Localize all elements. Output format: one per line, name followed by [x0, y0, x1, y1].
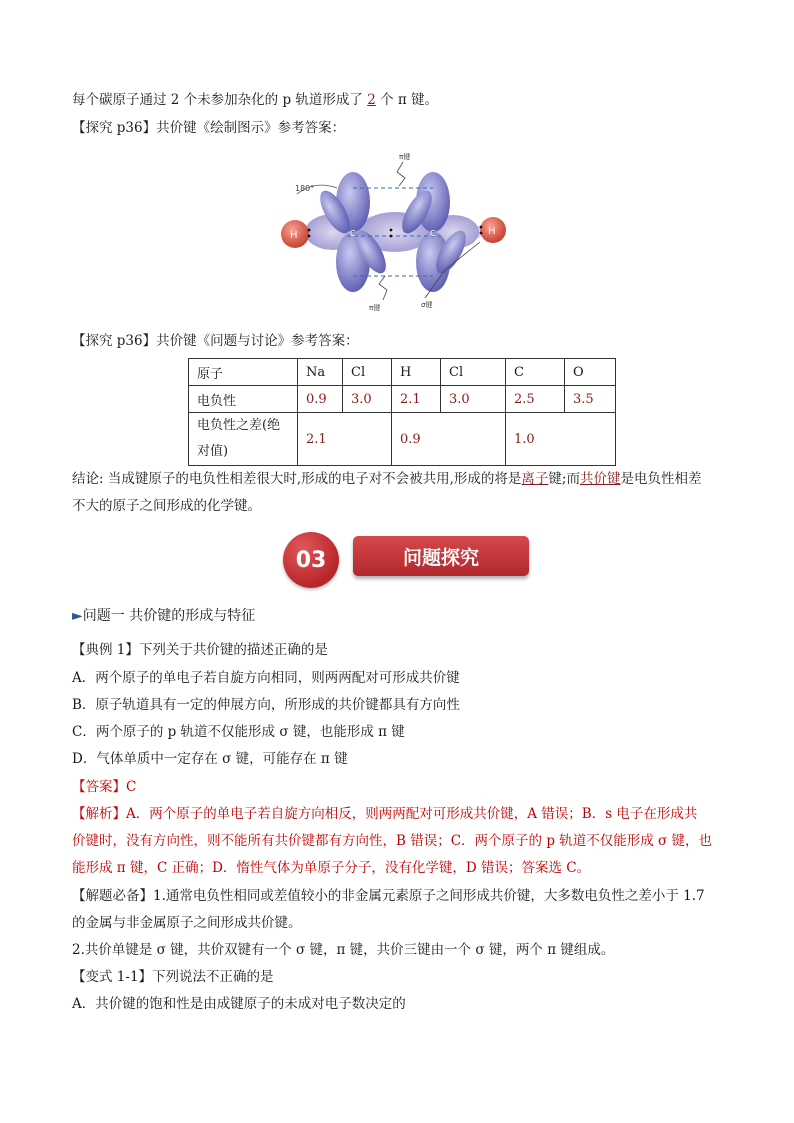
conclusion-line-1: 结论: 当成键原子的电负性相差很大时,形成的电子对不会被共用,形成的将是离子键;而共价键是电负性相差 [72, 471, 702, 487]
table-row: 电负性 0.9 3.0 2.1 3.0 2.5 3.5 [189, 386, 616, 413]
table-row: 原子 Na Cl H Cl C O [189, 359, 616, 386]
essentials-line-2: 的金属与非金属原子之间形成共价键。 [72, 915, 302, 931]
variant-option-a: A．共价键的饱和性是由成键原子的未成对电子数决定的 [72, 996, 406, 1012]
section-banner [283, 530, 533, 586]
option-d: D．气体单质中一定存在 σ 键，可能存在 π 键 [72, 751, 348, 767]
pi-pointer [379, 276, 387, 300]
variant-stem: 【变式 1-1】下列说法不正确的是 [72, 969, 274, 985]
electronegativity-table [188, 358, 616, 466]
pi-label: π键 [369, 304, 381, 312]
option-c: C．两个原子的 p 轨道不仅能形成 σ 键，也能形成 π 键 [72, 724, 405, 740]
conclusion-answer-1: 离子 [521, 471, 549, 487]
angle-label: 180° [295, 184, 315, 193]
triangle-icon: ► [72, 608, 83, 624]
analysis-line-3: 能形成 π 键，C 正确；D．惰性气体为单原子分子，没有化学键，D 错误；答案选 C。 [72, 860, 591, 876]
conclusion-line-2: 不大的原子之间形成的化学键。 [72, 498, 261, 514]
analysis-line-1: 【解析】A．两个原子的单电子若自旋方向相反，则两两配对可形成共价键，A 错误；B．s 电子在形成共 [72, 806, 698, 822]
svg-text:C: C [430, 229, 436, 238]
section-title: 问题探究 [353, 536, 529, 576]
essentials-line-1: 【解题必备】1.通常电负性相同或差值较小的非金属元素原子之间形成共价键，大多数电负性之差小于 1.7 [72, 888, 705, 904]
sigma-label: σ键 [421, 301, 433, 309]
table-row: 电负性之差(绝 对值) 2.1 0.9 1.0 [189, 413, 616, 466]
example-stem: 【典例 1】下列关于共价键的描述正确的是 [72, 642, 328, 658]
svg-text:H: H [488, 226, 496, 237]
pi-label: π键 [399, 153, 411, 161]
conclusion-answer-2: 共价键 [579, 471, 621, 487]
intro-line: 每个碳原子通过 2 个未参加杂化的 p 轨道形成了 2 个 π 键。 [72, 92, 439, 108]
analysis-line-2: 价键时，没有方向性，则不能所有共价键都有方向性，B 错误；C．两个原子的 p 轨道不仅能形成 σ 键，也 [72, 833, 713, 849]
svg-text:H: H [290, 230, 298, 241]
section-number: 03 [283, 532, 339, 588]
explore-heading-2: 【探究 p36】共价键《问题与讨论》参考答案： [72, 333, 359, 349]
answer-line: 【答案】C [72, 779, 137, 795]
intro-answer: 2 [367, 92, 376, 108]
explore-heading-1: 【探究 p36】共价键《绘制图示》参考答案： [72, 120, 346, 136]
orbital-diagram [275, 150, 515, 315]
option-b: B．原子轨道具有一定的伸展方向，所形成的共价键都具有方向性 [72, 697, 460, 713]
pi-pointer [397, 162, 405, 186]
question-heading: ►问题一 共价键的形成与特征 [72, 608, 256, 624]
option-a: A．两个原子的单电子若自旋方向相同，则两两配对可形成共价键 [72, 670, 460, 686]
svg-text:C: C [350, 229, 356, 238]
essentials-line-3: 2.共价单键是 σ 键，共价双键有一个 σ 键，π 键，共价三键由一个 σ 键，两个 π 键组成。 [72, 942, 615, 958]
